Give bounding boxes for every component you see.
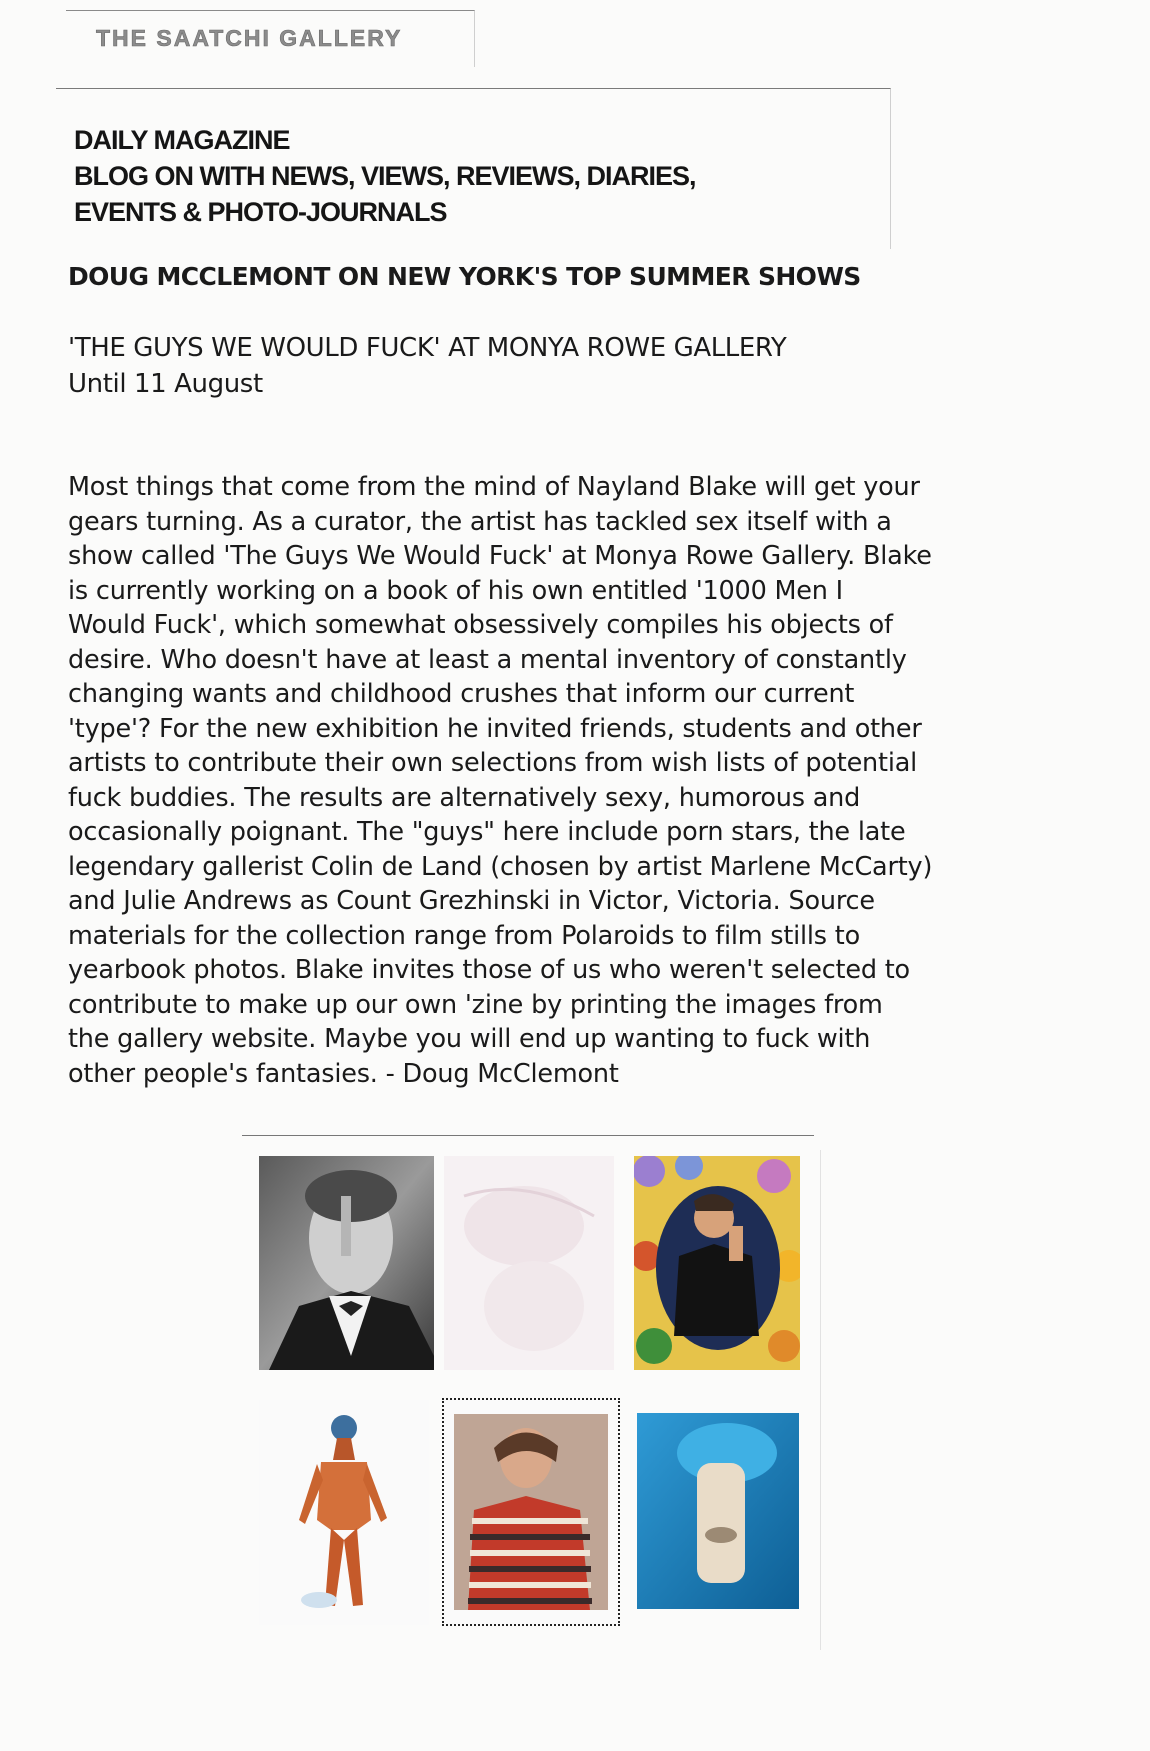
body-line: legendary gallerist Colin de Land (chosen by artist Marlene McCarty) [68, 851, 933, 882]
body-line: changing wants and childhood crushes that inform our current [68, 679, 855, 709]
body-line: the gallery website. Maybe you will end up wanting to fuck with [68, 1024, 871, 1054]
thumbnail-tuxedo-man [259, 1156, 434, 1370]
body-line: materials for the collection range from Polaroids to film stills to [68, 920, 860, 951]
striped-shirt [468, 1496, 592, 1610]
painted-figure-image [259, 1400, 429, 1625]
article-body [68, 470, 1048, 1091]
thumbnail-faded [444, 1156, 614, 1370]
show-info [68, 330, 786, 402]
body-line: other people's fantasies. - Doug McClemont [68, 1058, 619, 1089]
show-title: 'THE GUYS WE WOULD FUCK' AT MONYA ROWE GALLERY [68, 333, 787, 363]
tuxedo-man-image [259, 1156, 434, 1370]
body-line: fuck buddies. The results are alternatively sexy, humorous and [68, 782, 861, 813]
thumbnail-painted-figure [259, 1400, 429, 1625]
blue-portrait-image [637, 1413, 799, 1609]
body-line: contribute to make up our own 'zine by printing the images from [68, 989, 883, 1020]
thumbnail-blue-portrait [637, 1413, 799, 1609]
body-line: desire. Who doesn't have at least a mental inventory of constantly [68, 644, 907, 675]
flower-frame-image [634, 1156, 800, 1370]
body-line: yearbook photos. Blake invites those of us who weren't selected to [68, 955, 910, 985]
body-line: 'type'? For the new exhibition he invited friends, students and other [68, 713, 922, 744]
magazine-header [74, 122, 894, 230]
header-line-2: BLOG ON WITH NEWS, VIEWS, REVIEWS, DIARIES, [74, 161, 696, 191]
body-line: artists to contribute their own selections from wish lists of potential [68, 748, 918, 778]
thumbnail-striped-shirt [442, 1398, 620, 1626]
body-line: Most things that come from the mind of Nayland Blake will get your [68, 472, 920, 502]
show-dates: Until 11 August [68, 369, 263, 399]
faded-image [444, 1156, 614, 1370]
striped-shirt-image [444, 1400, 618, 1624]
gallery-divider [242, 1135, 814, 1136]
body-line: occasionally poignant. The "guys" here include porn stars, the late [68, 817, 906, 847]
header-line-1: DAILY MAGAZINE [74, 125, 290, 155]
gallery-edge [820, 1150, 821, 1650]
body-line: show called 'The Guys We Would Fuck' at Monya Rowe Gallery. Blake [68, 541, 932, 571]
body-line: is currently working on a book of his own entitled '1000 Men I [68, 575, 843, 606]
body-line: gears turning. As a curator, the artist has tackled sex itself with a [68, 506, 892, 537]
article-title: DOUG MCCLEMONT ON NEW YORK'S TOP SUMMER SHOWS [68, 262, 861, 291]
body-line: Would Fuck', which somewhat obsessively compiles his objects of [68, 610, 893, 640]
thumbnail-flower-frame [634, 1156, 800, 1370]
gallery-logo: THE SAATCHI GALLERY [96, 25, 403, 51]
body-line: and Julie Andrews as Count Grezhinski in Victor, Victoria. Source [68, 886, 875, 916]
header-line-3: EVENTS & PHOTO-JOURNALS [74, 197, 447, 227]
